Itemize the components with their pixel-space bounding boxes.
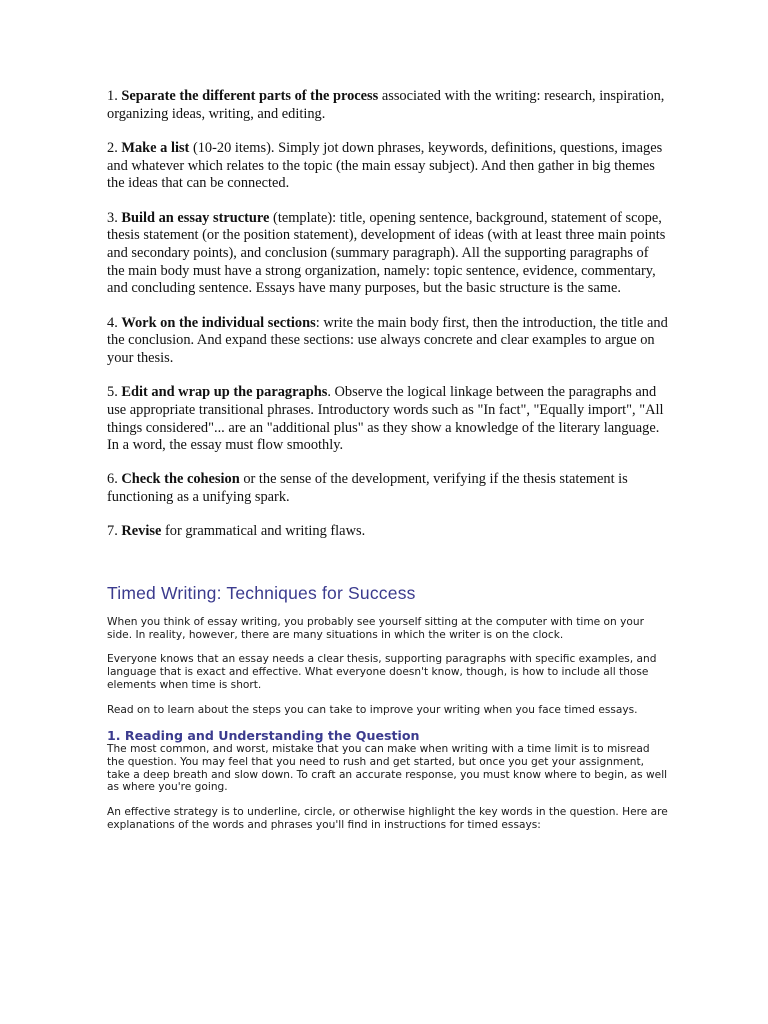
step-text: associated with the writing: research, inspiration, organizing ideas, writing, and editing.: [107, 88, 665, 122]
essay-steps-list: [107, 88, 668, 541]
step-4: [107, 315, 668, 368]
step-text: : write the main body first, then the introduction, the title and the conclusion. And expand these sections: use always concrete and clear examples to argue on your thesis.: [107, 314, 668, 366]
subsection-paragraph-1: The most common, and worst, mistake that you can make when writing with a time limit is to misread the question. You may feel that you need to rush and get started, but once you get your assignment, take a deep breath and slow down. To craft an accurate response, you must know where to begin, as well as where you're going.: [107, 743, 668, 794]
step-text: (10-20 items). Simply jot down phrases, keywords, definitions, questions, images and whatever which relates to the topic (the main essay subject). And then gather in big themes the ideas that can be connected.: [107, 139, 663, 192]
step-number: 2.: [107, 139, 122, 156]
step-3: [107, 210, 668, 299]
subsection-paragraph-2: An effective strategy is to underline, circle, or otherwise highlight the key words in the question. Here are explanations of the words and phrases you'll find in instructions for timed essays:: [107, 806, 668, 831]
step-text: or the sense of the development, verifying if the thesis statement is functioning as a unifying spark.: [107, 471, 628, 506]
section-heading: Timed Writing: Techniques for Success: [107, 583, 416, 604]
subsection-heading: 1. Reading and Understanding the Question: [107, 728, 420, 744]
step-6: [107, 471, 668, 506]
intro-paragraph-2: Everyone knows that an essay needs a clear thesis, supporting paragraphs with specific examples, and language that is exact and effective. What everyone doesn't know, though, is how to include all those elements when time is short.: [107, 653, 657, 691]
step-1: [107, 88, 668, 123]
step-number: 5.: [107, 384, 122, 401]
step-title: Build an essay structure: [121, 209, 270, 226]
step-title: Work on the individual sections: [121, 314, 316, 331]
step-text: (template): title, opening sentence, background, statement of scope, thesis statement (or the position statement), development of ideas (with at least three main points and secondary points), and conclusion (summary paragraph). All the supporting paragraphs of the main body must have a strong organization, namely: topic sentence, evidence, commentary, and concluding sentence. Essays have many purposes, but the basic structure is the same.: [107, 209, 666, 297]
step-text: for grammatical and writing flaws.: [161, 523, 366, 540]
step-number: 6.: [107, 471, 122, 488]
step-title: Revise: [121, 523, 162, 540]
step-number: 3.: [107, 209, 122, 226]
step-title: Edit and wrap up the paragraphs: [121, 384, 328, 401]
intro-paragraph-1: When you think of essay writing, you probably see yourself sitting at the computer with time on your side. In reality, however, there are many situations in which the writer is on the clock.: [107, 616, 644, 641]
step-title: Check the cohesion: [121, 471, 240, 488]
step-5: [107, 384, 668, 455]
step-number: 4.: [107, 314, 122, 331]
step-text: . Observe the logical linkage between the paragraphs and use appropriate transitional phrases. Introductory words such as "In fact", "Equally import", "All things considered"... are an "additional plus" as they show a knowledge of the literary language. In a word, the essay must flow smoothly.: [107, 384, 664, 454]
timed-writing-section: [107, 583, 668, 831]
step-number: 1.: [107, 88, 122, 104]
step-title: Make a list: [121, 139, 190, 156]
step-title: Separate the different parts of the process: [121, 88, 379, 104]
intro-paragraph-3: Read on to learn about the steps you can take to improve your writing when you face timed essays.: [107, 703, 638, 716]
step-number: 7.: [107, 523, 122, 540]
step-7: [107, 523, 668, 541]
step-2: [107, 140, 668, 193]
